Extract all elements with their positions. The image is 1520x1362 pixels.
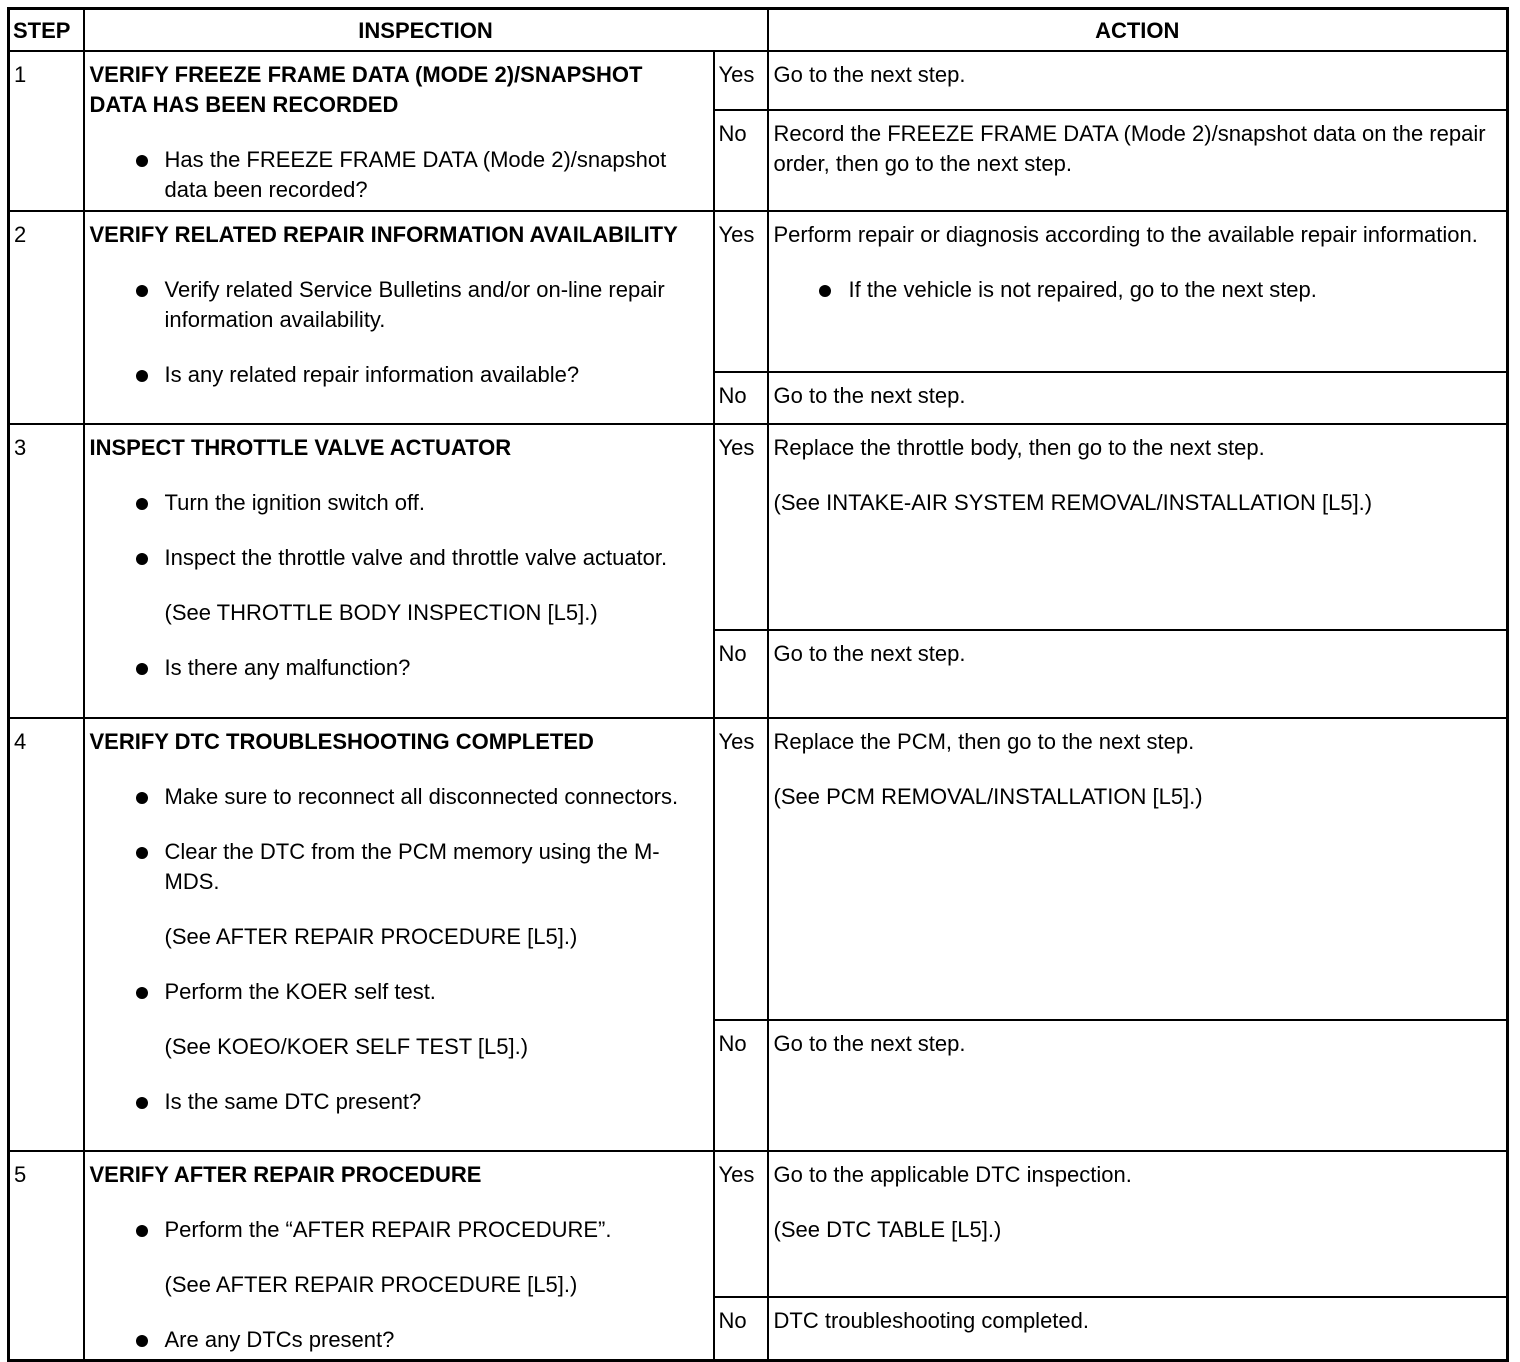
header-row [9,9,1508,52]
no-label: No [714,1297,768,1361]
yes-action [768,51,1508,110]
no-label: No [714,110,768,211]
header-action: ACTION [768,9,1508,52]
yes-label: Yes [714,1151,768,1297]
action-bullet: If the vehicle is not repaired, go to the next step. [774,275,1497,305]
no-label: No [714,630,768,718]
inspection-reference: (See THROTTLE BODY INSPECTION [L5].) [164,600,598,625]
inspection-item: Perform the KOER self test. [90,977,703,1007]
step-number: 2 [9,211,84,424]
inspection-item: Are any DTCs present? [90,1325,703,1355]
step-number: 1 [9,51,84,211]
yes-action [768,1151,1508,1297]
step-1-yes-row [9,51,1508,110]
action-reference: (See PCM REMOVAL/INSTALLATION [L5].) [773,784,1203,809]
inspection-item: Has the FREEZE FRAME DATA (Mode 2)/snapshot data been recorded? [90,145,703,205]
action-text: DTC troubleshooting completed. [773,1308,1089,1333]
step-title: VERIFY RELATED REPAIR INFORMATION AVAILABILITY [89,222,678,247]
step-title: VERIFY DTC TROUBLESHOOTING COMPLETED [89,729,594,754]
inspection-item: Is there any malfunction? [90,653,703,683]
inspection-cell [84,718,714,1151]
no-label: No [714,372,768,424]
header-step: STEP [9,9,84,52]
yes-action [768,211,1508,372]
no-action [768,372,1508,424]
inspection-cell [84,51,714,211]
header-inspection: INSPECTION [84,9,768,52]
action-text: Perform repair or diagnosis according to the available repair information. [773,222,1478,247]
inspection-reference: (See AFTER REPAIR PROCEDURE [L5].) [164,1272,578,1297]
no-label: No [714,1020,768,1151]
yes-label: Yes [714,51,768,110]
action-text: Replace the PCM, then go to the next step. [773,729,1195,754]
action-text: Go to the next step. [773,641,966,666]
inspection-cell [84,1151,714,1361]
action-text: Go to the applicable DTC inspection. [773,1162,1132,1187]
inspection-item: Is the same DTC present? [90,1087,703,1117]
inspection-cell [84,211,714,424]
action-text: Replace the throttle body, then go to the next step. [773,435,1265,460]
step-4-yes-row [9,718,1508,1020]
action-reference: (See INTAKE-AIR SYSTEM REMOVAL/INSTALLATION [L5].) [773,490,1373,515]
action-text: Record the FREEZE FRAME DATA (Mode 2)/snapshot data on the repair order, then go to the next step. [773,121,1486,176]
no-action [768,630,1508,718]
no-action [768,1297,1508,1361]
step-title: VERIFY FREEZE FRAME DATA (MODE 2)/SNAPSHOT DATA HAS BEEN RECORDED [89,62,643,117]
inspection-item: Is any related repair information available? [90,360,703,390]
inspection-item: Clear the DTC from the PCM memory using the M-MDS. [90,837,703,897]
step-number: 5 [9,1151,84,1361]
inspection-item: Make sure to reconnect all disconnected connectors. [90,782,703,812]
inspection-cell [84,424,714,718]
inspection-reference: (See KOEO/KOER SELF TEST [L5].) [164,1034,529,1059]
action-text: Go to the next step. [773,62,966,87]
yes-label: Yes [714,718,768,1020]
step-5-yes-row [9,1151,1508,1297]
yes-label: Yes [714,211,768,372]
yes-action [768,424,1508,630]
inspection-item: Perform the “AFTER REPAIR PROCEDURE”. [90,1215,703,1245]
action-text: Go to the next step. [773,383,966,408]
step-3-yes-row [9,424,1508,630]
diagnostic-procedure-table [7,7,1509,1362]
no-action [768,110,1508,211]
no-action [768,1020,1508,1151]
yes-label: Yes [714,424,768,630]
step-title: VERIFY AFTER REPAIR PROCEDURE [89,1162,482,1187]
inspection-item: Verify related Service Bulletins and/or on-line repair information availability. [90,275,703,335]
yes-action [768,718,1508,1020]
step-title: INSPECT THROTTLE VALVE ACTUATOR [89,435,512,460]
action-text: Go to the next step. [773,1031,966,1056]
step-number: 4 [9,718,84,1151]
step-number: 3 [9,424,84,718]
inspection-reference: (See AFTER REPAIR PROCEDURE [L5].) [164,924,578,949]
action-reference: (See DTC TABLE [L5].) [773,1217,1002,1242]
inspection-item: Inspect the throttle valve and throttle valve actuator. [90,543,703,573]
inspection-item: Turn the ignition switch off. [90,488,703,518]
step-2-yes-row [9,211,1508,372]
